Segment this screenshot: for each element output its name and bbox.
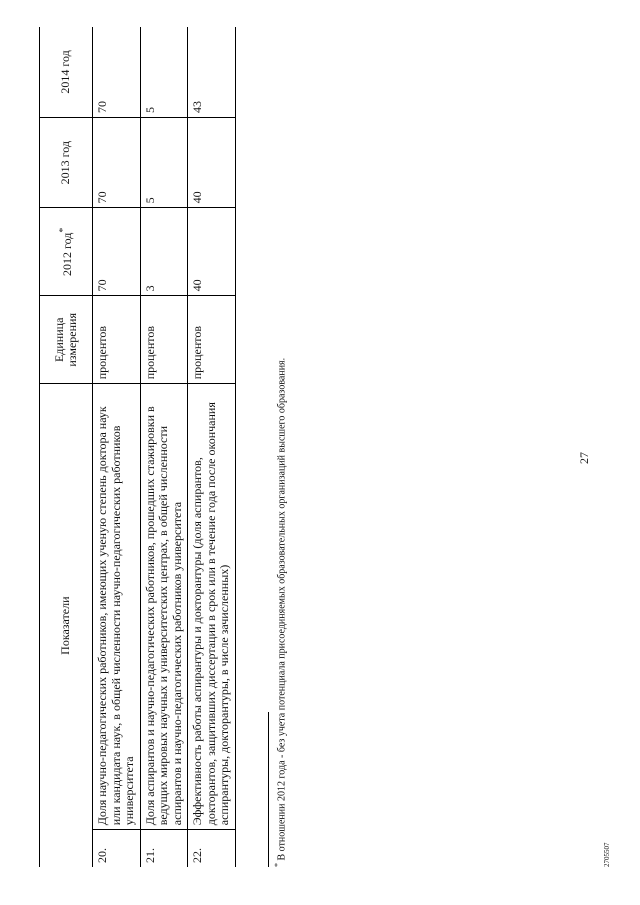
row-value-2013: 5 [140,117,188,207]
row-number: 21. [140,830,188,867]
row-value-2014: 5 [140,27,188,117]
row-value-2014: 70 [93,27,141,117]
indicators-table [39,27,236,867]
row-indicator-text: Доля научно-педагогических работников, имеющих ученую степень доктора наук или кандидата наук, в общей численности научно-педагогических работников университета [93,384,141,830]
header-unit: Единица измерения [40,296,93,384]
page-number: 27 [577,452,591,464]
row-unit: процентов [140,296,188,384]
table-row [140,27,188,867]
row-number: 20. [93,830,141,867]
footnote [273,358,287,867]
row-unit: процентов [188,296,236,384]
footnote-mark: * [273,863,282,867]
header-2012 [40,208,93,296]
table-row [93,27,141,867]
table-row [188,27,236,867]
document-code: 2705507 [603,842,611,867]
row-unit: процентов [93,296,141,384]
header-2014: 2014 год [40,27,93,117]
row-value-2012: 40 [188,208,236,296]
row-value-2014: 43 [188,27,236,117]
header-indicators: Показатели [40,384,93,867]
header-2012-label: 2012 год [60,232,75,277]
row-value-2012: 70 [93,208,141,296]
row-value-2012: 3 [140,208,188,296]
table-header-row [40,27,93,867]
footnote-divider [268,712,269,867]
row-value-2013: 40 [188,117,236,207]
header-2013: 2013 год [40,117,93,207]
row-number: 22. [188,830,236,867]
row-value-2013: 70 [93,117,141,207]
header-2012-mark: * [58,227,70,233]
row-indicator-text: Эффективность работы аспирантуры и докторантуры (доля аспирантов, докторантов, защитивших диссертации в срок или в течение года после окончания аспирантуры, докторантуры, в числе зачисленных) [188,384,236,830]
row-indicator-text: Доля аспирантов и научно-педагогических работников, прошедших стажировки в ведущих мировых научных и университетских центрах, в общей численности аспирантов и научно-педагогических работников университета [140,384,188,830]
footnote-text: В отношении 2012 года - без учета потенциала присоединяемых образовательных организаций высшего образования. [276,357,288,863]
